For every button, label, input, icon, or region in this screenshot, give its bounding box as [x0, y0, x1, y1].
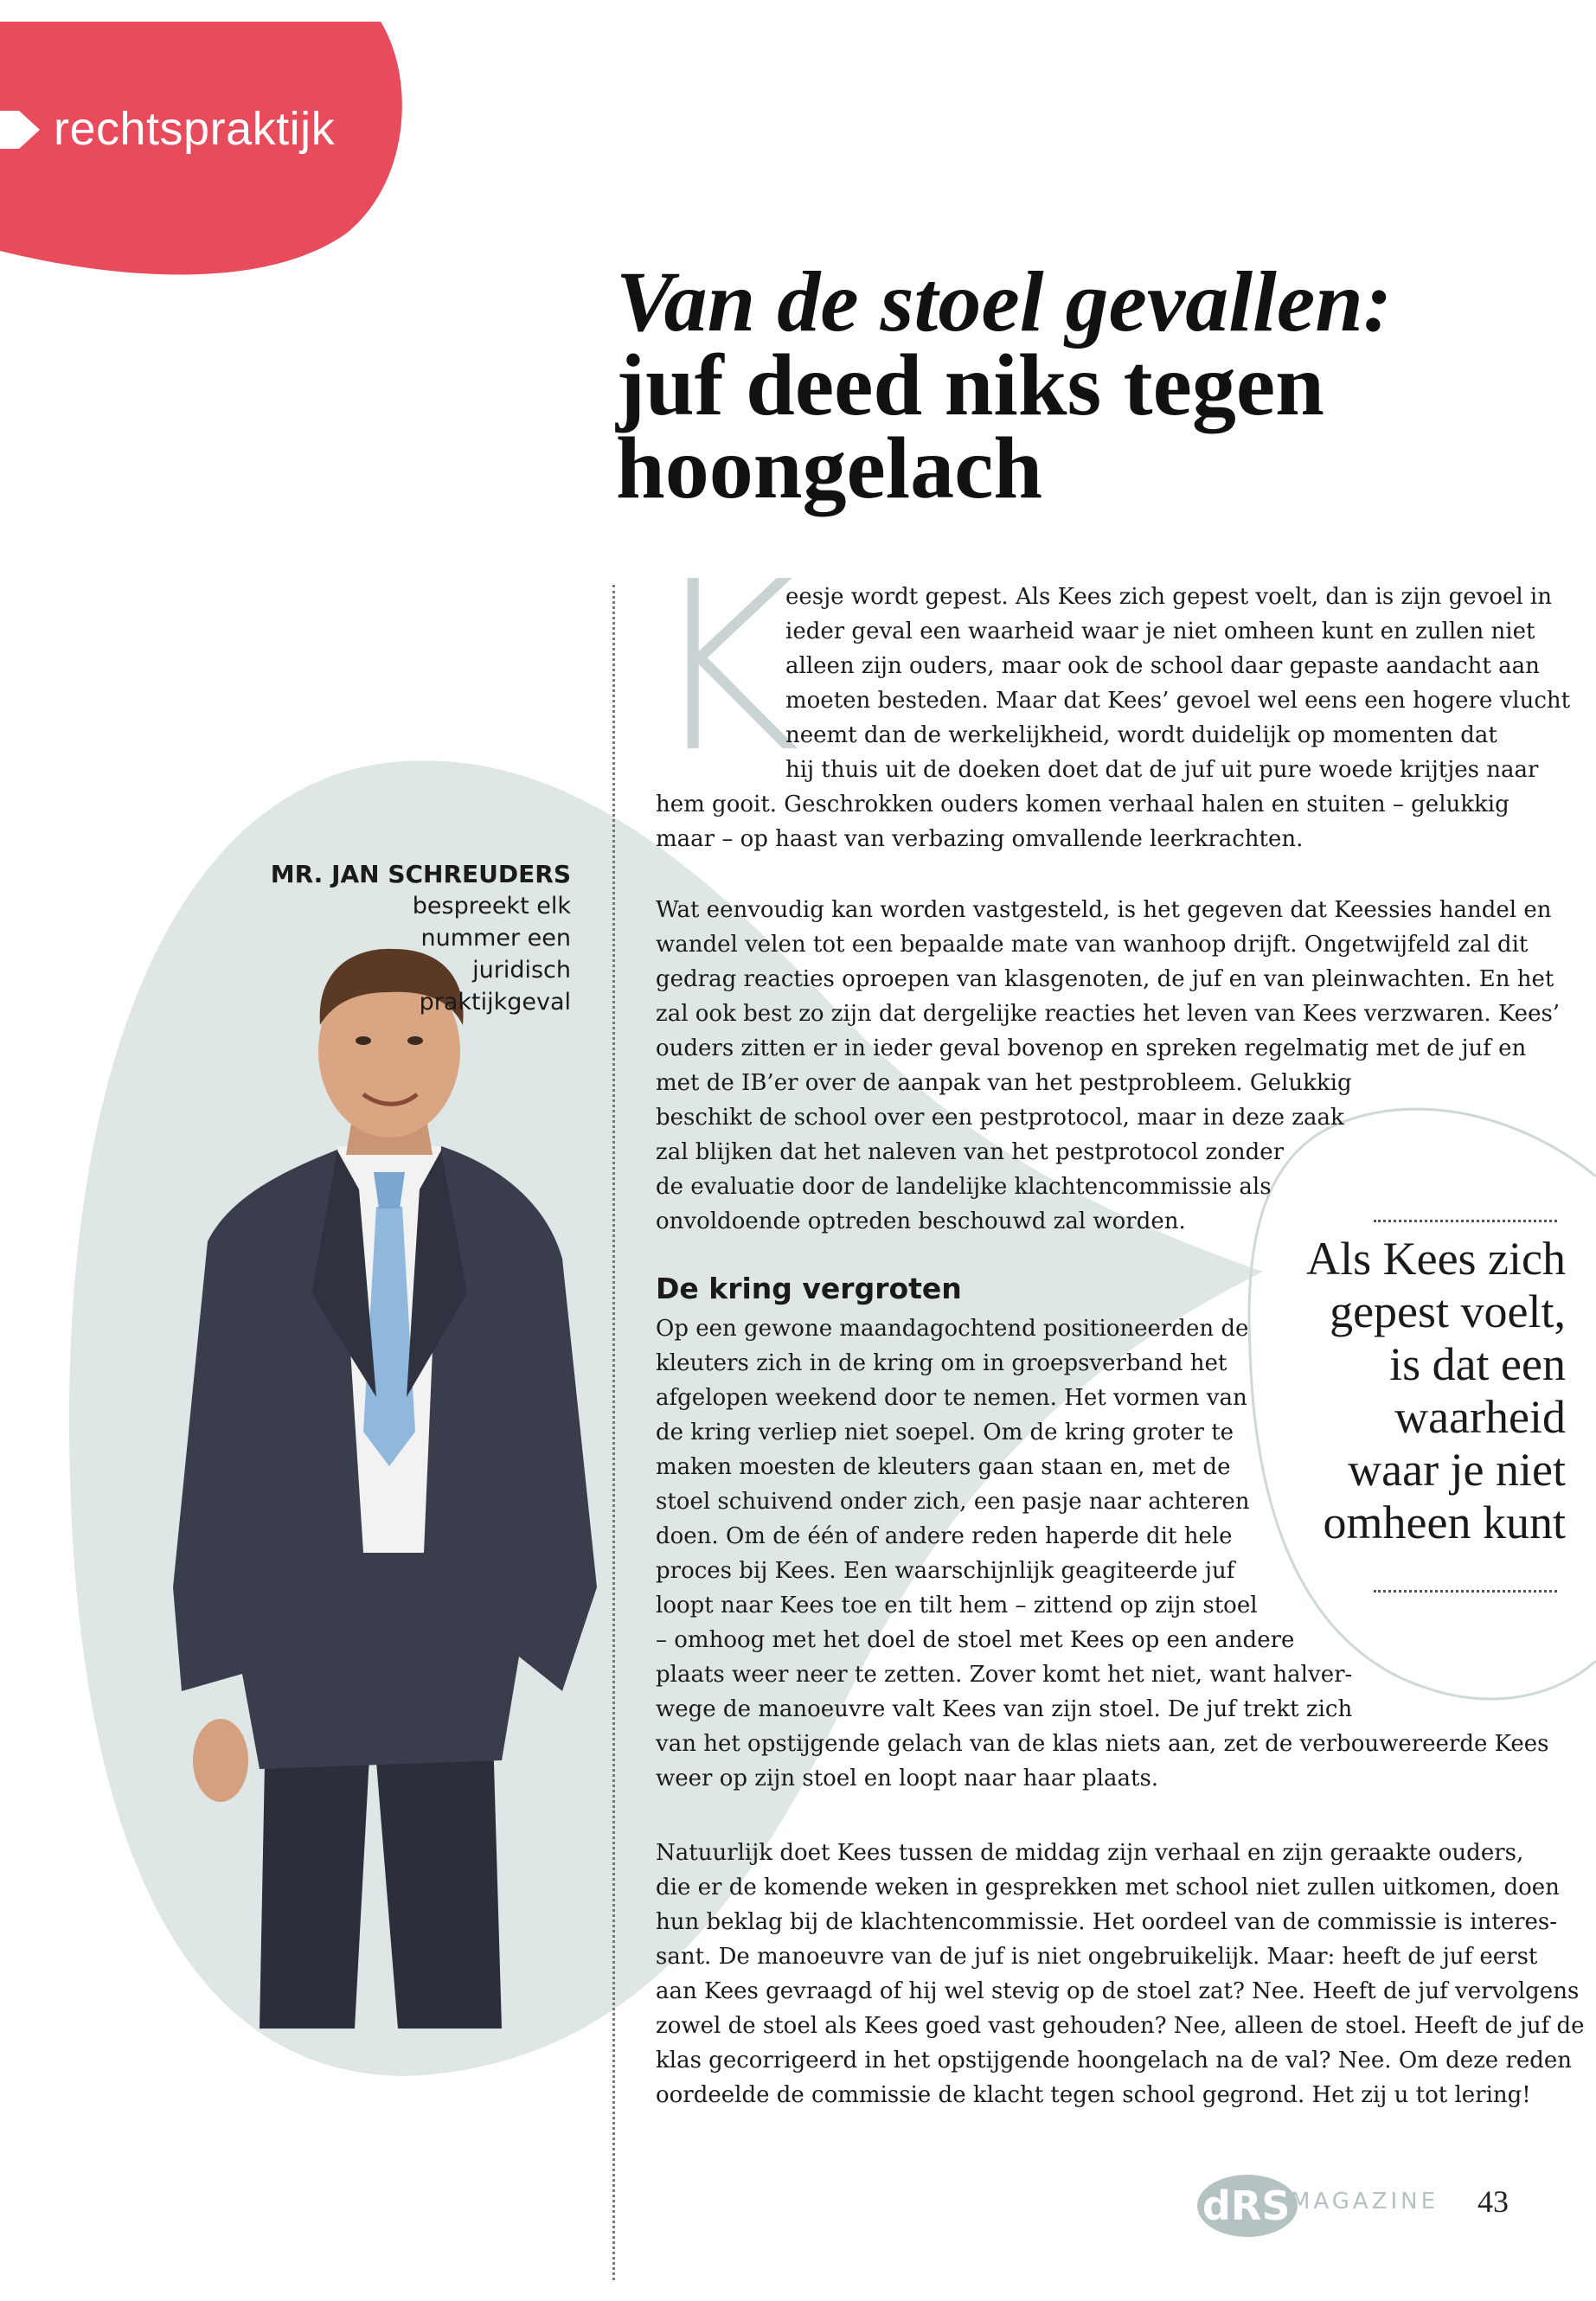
drop-cap: K [647, 531, 801, 804]
text-line: maar – op haast van verbazing omvallende leerkrachten. [656, 826, 1304, 852]
title-line-1: Van de stoel gevallen: [616, 253, 1393, 349]
author-desc-line: praktijkgeval [419, 989, 571, 1016]
quote-divider-bottom [1374, 1590, 1557, 1593]
author-desc-line: juridisch [472, 957, 571, 984]
quote-line: is dat een [1389, 1338, 1566, 1390]
text-line: de evaluatie door de landelijke klachtencommissie als [656, 1174, 1272, 1200]
intro-paragraph-top [785, 580, 1570, 787]
text-line: hij thuis uit de doeken doet dat de juf uit pure woede krijtjes naar [785, 757, 1539, 783]
drs-logo [1187, 2171, 1299, 2240]
text-line: de kring verliep niet soepel. Om de kring groter te [656, 1420, 1234, 1445]
title-line-2: juf deed niks tegen [616, 336, 1324, 434]
quote-line: waarheid [1394, 1391, 1566, 1443]
text-line: weer op zijn stoel en loopt naar haar plaats. [656, 1766, 1159, 1791]
quote-line: gepest voelt, [1330, 1285, 1566, 1337]
author-desc-line: bespreekt elk [412, 893, 571, 920]
paragraph-4 [656, 1836, 1585, 2112]
section-tab-label: rechtspraktijk [54, 103, 336, 155]
text-line: hem gooit. Geschrokken ouders komen verhaal halen en stuiten – gelukkig [656, 792, 1509, 817]
author-desc-line: nummer een [420, 925, 571, 952]
text-line: Op een gewone maandagochtend positioneerden de [656, 1316, 1249, 1342]
text-line: Natuurlijk doet Kees tussen de middag zijn verhaal en zijn geraakte ouders, [656, 1840, 1524, 1866]
quote-line: waar je niet [1348, 1444, 1566, 1496]
text-line: aan Kees gevraagd of hij wel stevig op de stoel zat? Nee. Heeft de juf vervolgens [656, 1978, 1580, 2004]
text-line: sant. De manoeuvre van de juf is niet ongebruikelijk. Maar: heeft de juf eerst [656, 1944, 1538, 1970]
text-line: hun beklag bij de klachtencommissie. Het oordeel van de commissie is interes- [656, 1909, 1558, 1935]
text-line: zal blijken dat het naleven van het pestprotocol zonder [656, 1139, 1285, 1165]
text-line: eesje wordt gepest. Als Kees zich gepest voelt, dan is zijn gevoel in [785, 584, 1552, 610]
text-line: wege de manoeuvre valt Kees van zijn stoel. De juf trekt zich [656, 1696, 1353, 1722]
text-line: zal ook best zo zijn dat dergelijke reacties het leven van Kees verzwaren. Kees’ [656, 1001, 1561, 1027]
section-subheading: De kring vergroten [656, 1272, 962, 1305]
author-name: MR. JAN SCHREUDERS [270, 860, 571, 888]
text-line: moeten besteden. Maar dat Kees’ gevoel wel eens een hogere vlucht [785, 688, 1571, 714]
text-line: gedrag reacties oproepen van klasgenoten, de juf en van pleinwachten. En het [656, 966, 1554, 992]
text-line: van het opstijgende gelach van de klas niets aan, zet de verbouwereerde Kees [656, 1731, 1549, 1757]
text-line: proces bij Kees. Een waarschijnlijk geagiteerde juf [656, 1558, 1235, 1584]
text-line: ieder geval een waarheid waar je niet omheen kunt en zullen niet [785, 619, 1535, 644]
text-line: kleuters zich in de kring om in groepsverband het [656, 1350, 1227, 1376]
text-line: ouders zitten er in ieder geval bovenop en spreken regelmatig met de juf en [656, 1035, 1527, 1061]
text-line: met de IB’er over de aanpak van het pestprobleem. Gelukkig [656, 1070, 1352, 1096]
magazine-label: MAGAZINE [1291, 2189, 1439, 2214]
text-line: loopt naar Kees toe en tilt hem – zittend op zijn stoel [656, 1593, 1258, 1618]
text-line: neemt dan de werkelijkheid, wordt duidelijk op momenten dat [785, 722, 1497, 748]
text-line: onvoldoende optreden beschouwd zal worden. [656, 1208, 1186, 1234]
text-line: – omhoog met het doel de stoel met Kees op een andere [656, 1627, 1295, 1653]
page-number: 43 [1477, 2184, 1509, 2219]
author-caption [260, 858, 571, 1018]
text-line: plaats weer neer te zetten. Zover komt het niet, want halver- [656, 1662, 1353, 1688]
text-line: afgelopen weekend door te nemen. Het vormen van [656, 1385, 1247, 1411]
pull-quote [1272, 1233, 1566, 1549]
article-title [616, 253, 1524, 517]
text-line: stoel schuivend onder zich, een pasje naar achteren [656, 1489, 1250, 1515]
text-line: beschikt de school over een pestprotocol, maar in deze zaak [656, 1105, 1344, 1131]
intro-paragraph-bottom [656, 787, 1509, 856]
quote-divider-top [1374, 1220, 1557, 1222]
text-line: die er de komende weken in gesprekken met school niet zullen uitkomen, doen [656, 1875, 1560, 1900]
text-line: zowel de stoel als Kees goed vast gehouden? Nee, alleen de stoel. Heeft de juf de [656, 2013, 1585, 2039]
author-photo [156, 930, 606, 2029]
text-line: Wat eenvoudig kan worden vastgesteld, is het gegeven dat Keessies handel en [656, 897, 1552, 923]
text-line: doen. Om de één of andere reden haperde dit hele [656, 1523, 1233, 1549]
text-line: maken moesten de kleuters gaan staan en, met de [656, 1454, 1231, 1480]
title-line-3: hoongelach [616, 420, 1043, 517]
text-line: wandel velen tot een bepaalde mate van wanhoop drijft. Ongetwijfeld zal dit [656, 932, 1529, 958]
author-description [260, 890, 571, 1018]
quote-line: omheen kunt [1323, 1497, 1566, 1548]
text-line: klas gecorrigeerd in het opstijgende hoongelach na de val? Nee. Om deze reden [656, 2048, 1573, 2073]
column-divider [612, 585, 615, 2280]
logo-text: dRS [1202, 2182, 1291, 2229]
text-line: oordeelde de commissie de klacht tegen school gegrond. Het zij u tot lering! [656, 2082, 1531, 2108]
quote-line: Als Kees zich [1306, 1233, 1566, 1285]
text-line: alleen zijn ouders, maar ook de school daar gepaste aandacht aan [785, 653, 1540, 679]
paragraph-2 [656, 893, 1560, 1239]
